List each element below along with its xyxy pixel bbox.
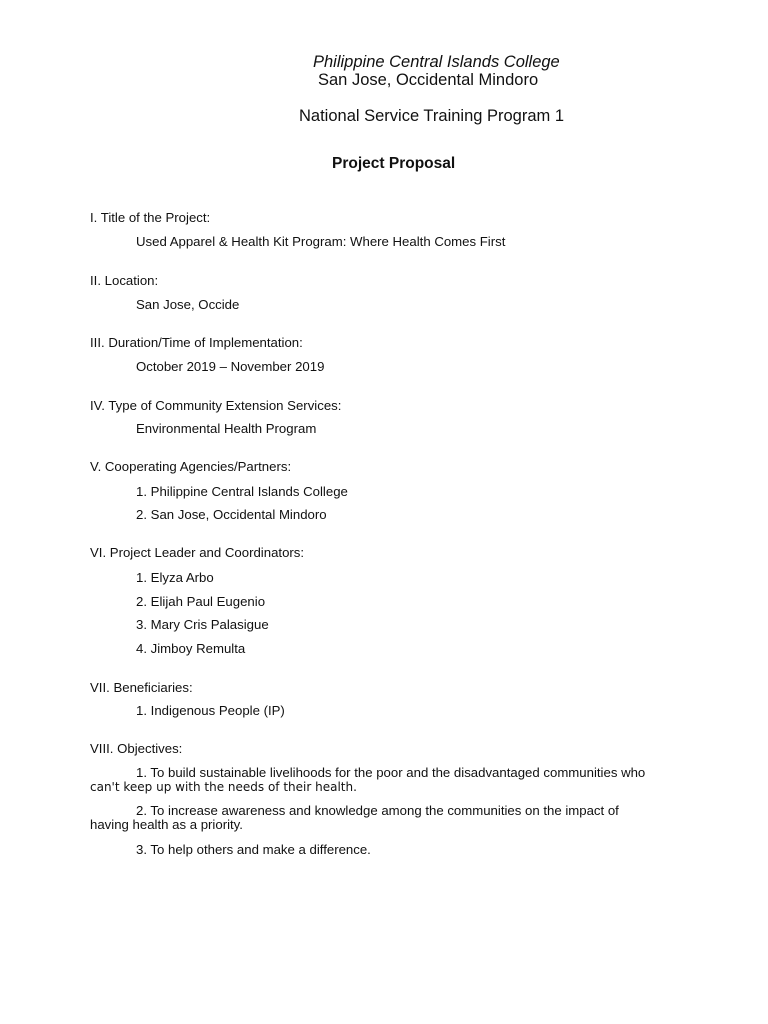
section-heading-duration: III. Duration/Time of Implementation:: [90, 335, 303, 350]
objective-item: [90, 766, 680, 794]
objective-item: [90, 804, 680, 832]
leader-item: 3. Mary Cris Palasigue: [136, 617, 269, 632]
document-title: Project Proposal: [332, 155, 456, 172]
leader-item: 2. Elijah Paul Eugenio: [136, 594, 266, 609]
section-heading-objectives: VIII. Objectives:: [90, 741, 183, 756]
section-heading-type: IV. Type of Community Extension Services:: [90, 398, 342, 413]
leader-item: 4. Jimboy Remulta: [136, 641, 246, 656]
objective-item: [90, 843, 680, 857]
objective-continuation: can't keep up with the needs of their health.: [90, 780, 357, 794]
objective-text: 1. To build sustainable livelihoods for the poor and the disadvantaged communities who: [136, 765, 646, 780]
section-heading-leaders: VI. Project Leader and Coordinators:: [90, 545, 305, 560]
section-heading-partners: V. Cooperating Agencies/Partners:: [90, 459, 292, 474]
objective-text: 2. To increase awareness and knowledge among the communities on the impact of: [136, 803, 619, 818]
section-heading-title: I. Title of the Project:: [90, 210, 211, 225]
leader-item: 1. Elyza Arbo: [136, 570, 214, 585]
objective-continuation: having health as a priority.: [90, 817, 243, 832]
duration-value: October 2019 – November 2019: [136, 359, 325, 374]
beneficiary-item: 1. Indigenous People (IP): [136, 703, 285, 718]
section-heading-beneficiaries: VII. Beneficiaries:: [90, 680, 193, 695]
partner-item: 1. Philippine Central Islands College: [136, 484, 348, 499]
type-value: Environmental Health Program: [136, 421, 317, 436]
campus-location: San Jose, Occidental Mindoro: [318, 71, 539, 89]
partner-item: 2. San Jose, Occidental Mindoro: [136, 507, 327, 522]
location-value: San Jose, Occide: [136, 297, 240, 312]
section-heading-location: II. Location:: [90, 273, 159, 288]
college-name: Philippine Central Islands College: [313, 53, 560, 71]
objective-text: 3. To help others and make a difference.: [136, 842, 371, 857]
project-title-value: Used Apparel & Health Kit Program: Where Health Comes First: [136, 234, 506, 249]
program-name: National Service Training Program 1: [299, 107, 565, 125]
